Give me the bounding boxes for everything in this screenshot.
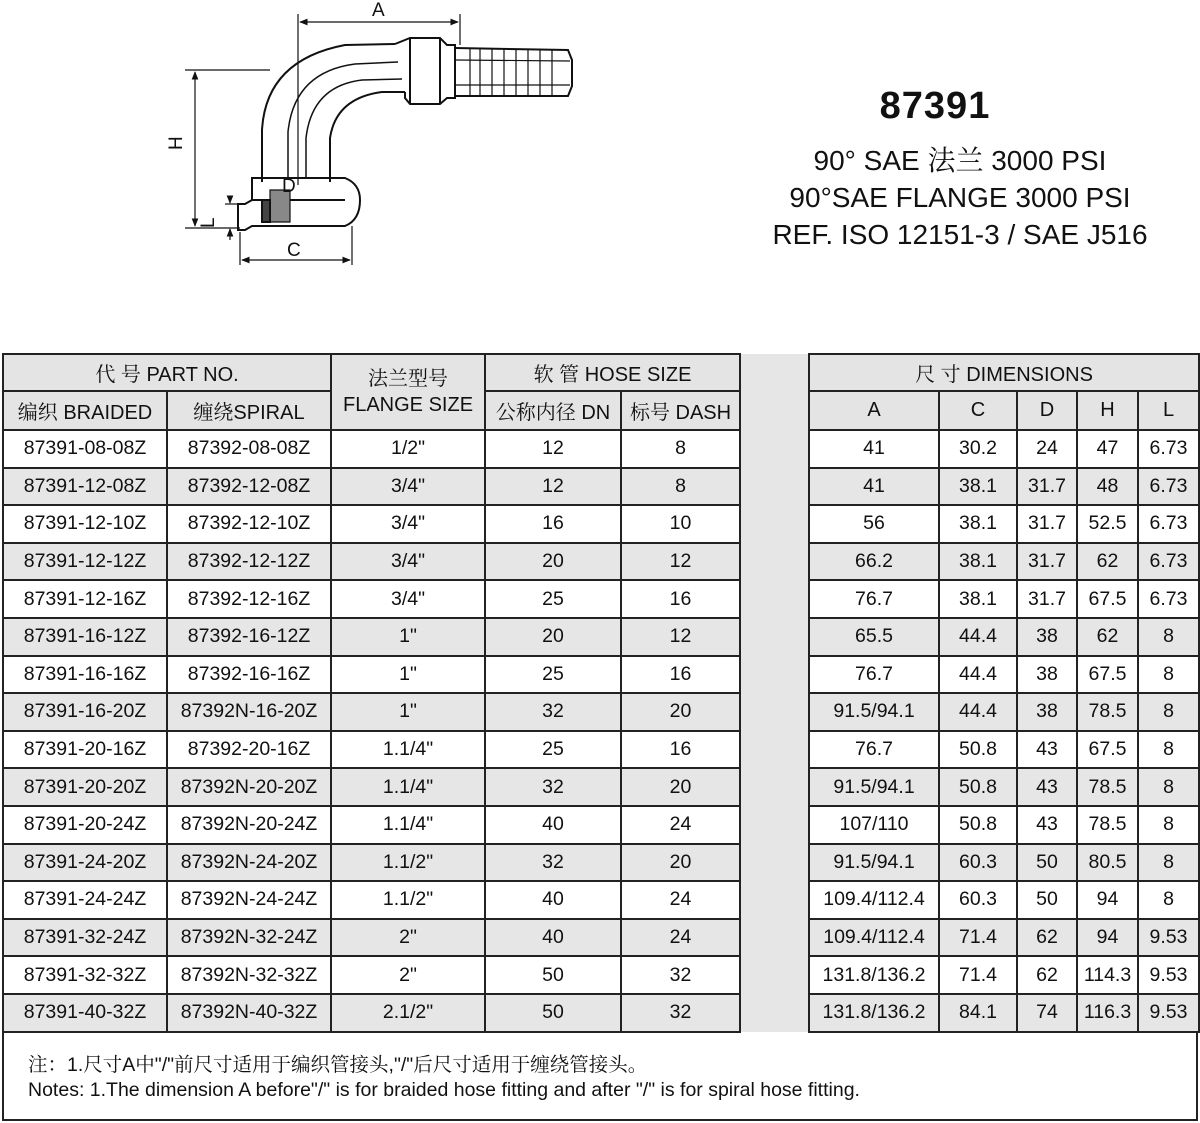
cell-h: 80.5 xyxy=(1077,844,1138,882)
note-chinese: 注：1.尺寸A中"/"前尺寸适用于编织管接头,"/"后尺寸适用于缠绕管接头。 xyxy=(28,1054,648,1076)
cell-c: 44.4 xyxy=(939,693,1017,731)
cell-d: 31.7 xyxy=(1017,468,1077,506)
header-l: L xyxy=(1138,391,1199,430)
cell-gap xyxy=(740,806,809,844)
header-dimensions: 尺 寸 DIMENSIONS xyxy=(809,354,1199,391)
cell-braided: 87391-20-16Z xyxy=(3,731,167,769)
cell-d: 38 xyxy=(1017,618,1077,656)
cell-c: 30.2 xyxy=(939,430,1017,468)
cell-dn: 40 xyxy=(485,919,621,957)
cell-l: 9.53 xyxy=(1138,994,1199,1032)
cell-braided: 87391-40-32Z xyxy=(3,994,167,1032)
cell-dn: 20 xyxy=(485,618,621,656)
cell-a: 109.4/112.4 xyxy=(809,919,939,957)
cell-spiral: 87392N-24-20Z xyxy=(167,844,331,882)
header-spiral: 缠绕SPIRAL xyxy=(167,391,331,430)
cell-a: 76.7 xyxy=(809,656,939,694)
cell-dash: 8 xyxy=(621,430,740,468)
cell-l: 6.73 xyxy=(1138,543,1199,581)
cell-braided: 87391-32-32Z xyxy=(3,956,167,994)
cell-gap xyxy=(740,468,809,506)
cell-dn: 32 xyxy=(485,768,621,806)
cell-spiral: 87392-12-16Z xyxy=(167,580,331,618)
cell-spiral: 87392-12-08Z xyxy=(167,468,331,506)
cell-braided: 87391-16-16Z xyxy=(3,656,167,694)
table-row xyxy=(3,768,1199,806)
cell-flange: 1.1/2" xyxy=(331,844,485,882)
fitting-drawing xyxy=(150,0,600,300)
cell-braided: 87391-24-20Z xyxy=(3,844,167,882)
dimension-a-label: A xyxy=(372,0,385,21)
table-row xyxy=(3,580,1199,618)
cell-a: 41 xyxy=(809,468,939,506)
cell-c: 44.4 xyxy=(939,656,1017,694)
cell-c: 50.8 xyxy=(939,731,1017,769)
cell-gap xyxy=(740,618,809,656)
cell-h: 67.5 xyxy=(1077,580,1138,618)
table-row xyxy=(3,656,1199,694)
note-english: Notes: 1.The dimension A before"/" is for braided hose fitting and after "/" is for spiral hose fitting. xyxy=(28,1079,860,1101)
cell-braided: 87391-20-20Z xyxy=(3,768,167,806)
dimension-a xyxy=(298,14,460,185)
cell-c: 38.1 xyxy=(939,468,1017,506)
cell-braided: 87391-08-08Z xyxy=(3,430,167,468)
cell-a: 76.7 xyxy=(809,580,939,618)
cell-h: 62 xyxy=(1077,543,1138,581)
model-code: 87391 xyxy=(879,85,991,127)
table-row xyxy=(3,806,1199,844)
dimension-d-label: D xyxy=(282,176,296,197)
cell-gap xyxy=(740,994,809,1032)
table-row xyxy=(3,919,1199,957)
cell-spiral: 87392N-20-20Z xyxy=(167,768,331,806)
cell-gap xyxy=(740,768,809,806)
table-row xyxy=(3,693,1199,731)
cell-dash: 12 xyxy=(621,543,740,581)
cell-dash: 10 xyxy=(621,505,740,543)
cell-braided: 87391-12-12Z xyxy=(3,543,167,581)
cell-a: 109.4/112.4 xyxy=(809,881,939,919)
cell-l: 8 xyxy=(1138,806,1199,844)
cell-a: 107/110 xyxy=(809,806,939,844)
table-row xyxy=(3,430,1199,468)
cell-flange: 1" xyxy=(331,693,485,731)
cell-h: 78.5 xyxy=(1077,693,1138,731)
cell-flange: 1" xyxy=(331,656,485,694)
cell-l: 8 xyxy=(1138,881,1199,919)
cell-braided: 87391-24-24Z xyxy=(3,881,167,919)
title-line-ref: REF. ISO 12151-3 / SAE J516 xyxy=(772,219,1148,250)
header-flange-size xyxy=(331,354,485,430)
cell-l: 8 xyxy=(1138,618,1199,656)
cell-l: 8 xyxy=(1138,656,1199,694)
cell-flange: 3/4" xyxy=(331,468,485,506)
header-flange-cn: 法兰型号 xyxy=(368,368,449,390)
header-braided: 编织 BRAIDED xyxy=(3,391,167,430)
cell-spiral: 87392-12-12Z xyxy=(167,543,331,581)
cell-spiral: 87392N-24-24Z xyxy=(167,881,331,919)
cell-flange: 3/4" xyxy=(331,543,485,581)
cell-h: 114.3 xyxy=(1077,956,1138,994)
header-dash: 标号 DASH xyxy=(621,391,740,430)
cell-flange: 1.1/2" xyxy=(331,881,485,919)
table-row xyxy=(3,731,1199,769)
cell-d: 38 xyxy=(1017,656,1077,694)
cell-flange: 1" xyxy=(331,618,485,656)
cell-gap xyxy=(740,731,809,769)
spec-table-body xyxy=(3,430,1199,1032)
cell-gap xyxy=(740,656,809,694)
cell-c: 84.1 xyxy=(939,994,1017,1032)
cell-spiral: 87392N-40-32Z xyxy=(167,994,331,1032)
cell-gap xyxy=(740,919,809,957)
cell-dn: 16 xyxy=(485,505,621,543)
cell-h: 67.5 xyxy=(1077,731,1138,769)
cell-d: 38 xyxy=(1017,693,1077,731)
cell-c: 50.8 xyxy=(939,768,1017,806)
header-hose-size: 软 管 HOSE SIZE xyxy=(485,354,740,391)
header-d: D xyxy=(1017,391,1077,430)
cell-d: 43 xyxy=(1017,806,1077,844)
cell-braided: 87391-16-12Z xyxy=(3,618,167,656)
cell-c: 60.3 xyxy=(939,844,1017,882)
cell-dn: 32 xyxy=(485,693,621,731)
cell-dn: 40 xyxy=(485,806,621,844)
cell-c: 38.1 xyxy=(939,543,1017,581)
cell-d: 24 xyxy=(1017,430,1077,468)
cell-dn: 12 xyxy=(485,468,621,506)
cell-a: 56 xyxy=(809,505,939,543)
header-c: C xyxy=(939,391,1017,430)
cell-l: 8 xyxy=(1138,768,1199,806)
cell-dash: 8 xyxy=(621,468,740,506)
cell-d: 31.7 xyxy=(1017,580,1077,618)
cell-dn: 20 xyxy=(485,543,621,581)
cell-braided: 87391-12-10Z xyxy=(3,505,167,543)
cell-a: 76.7 xyxy=(809,731,939,769)
dimension-h-label: H xyxy=(166,136,187,150)
cell-h: 78.5 xyxy=(1077,806,1138,844)
header-part-no: 代 号 PART NO. xyxy=(3,354,331,391)
cell-dash: 24 xyxy=(621,806,740,844)
cell-dn: 50 xyxy=(485,956,621,994)
cell-dash: 20 xyxy=(621,693,740,731)
title-block xyxy=(640,85,1200,253)
cell-spiral: 87392N-20-24Z xyxy=(167,806,331,844)
cell-dash: 24 xyxy=(621,919,740,957)
cell-flange: 3/4" xyxy=(331,505,485,543)
cell-dash: 32 xyxy=(621,956,740,994)
cell-spiral: 87392-12-10Z xyxy=(167,505,331,543)
cell-gap xyxy=(740,881,809,919)
cell-braided: 87391-32-24Z xyxy=(3,919,167,957)
cell-gap xyxy=(740,693,809,731)
spec-table xyxy=(2,353,1200,1033)
cell-d: 62 xyxy=(1017,956,1077,994)
cell-gap xyxy=(740,430,809,468)
cell-flange: 1.1/4" xyxy=(331,806,485,844)
table-row xyxy=(3,844,1199,882)
header-gap xyxy=(740,354,809,430)
cell-dash: 24 xyxy=(621,881,740,919)
table-row xyxy=(3,994,1199,1032)
cell-a: 91.5/94.1 xyxy=(809,768,939,806)
cell-d: 62 xyxy=(1017,919,1077,957)
cell-h: 94 xyxy=(1077,881,1138,919)
cell-gap xyxy=(740,505,809,543)
cell-flange: 2" xyxy=(331,956,485,994)
cell-c: 71.4 xyxy=(939,956,1017,994)
cell-dash: 20 xyxy=(621,844,740,882)
table-row xyxy=(3,956,1199,994)
cell-d: 31.7 xyxy=(1017,505,1077,543)
cell-l: 6.73 xyxy=(1138,430,1199,468)
cell-l: 9.53 xyxy=(1138,956,1199,994)
cell-l: 6.73 xyxy=(1138,580,1199,618)
table-row xyxy=(3,468,1199,506)
cell-c: 60.3 xyxy=(939,881,1017,919)
cell-a: 91.5/94.1 xyxy=(809,693,939,731)
cell-spiral: 87392-16-12Z xyxy=(167,618,331,656)
cell-a: 65.5 xyxy=(809,618,939,656)
cell-spiral: 87392N-16-20Z xyxy=(167,693,331,731)
cell-flange: 3/4" xyxy=(331,580,485,618)
table-row xyxy=(3,543,1199,581)
cell-l: 8 xyxy=(1138,844,1199,882)
cell-h: 48 xyxy=(1077,468,1138,506)
cell-braided: 87391-16-20Z xyxy=(3,693,167,731)
table-row xyxy=(3,505,1199,543)
cell-a: 131.8/136.2 xyxy=(809,994,939,1032)
cell-l: 9.53 xyxy=(1138,919,1199,957)
cell-a: 91.5/94.1 xyxy=(809,844,939,882)
cell-dn: 25 xyxy=(485,580,621,618)
cell-gap xyxy=(740,580,809,618)
cell-d: 50 xyxy=(1017,881,1077,919)
cell-flange: 1.1/4" xyxy=(331,731,485,769)
cell-dash: 16 xyxy=(621,731,740,769)
cell-h: 78.5 xyxy=(1077,768,1138,806)
cell-gap xyxy=(740,543,809,581)
cell-d: 50 xyxy=(1017,844,1077,882)
cell-c: 44.4 xyxy=(939,618,1017,656)
cell-dash: 16 xyxy=(621,580,740,618)
cell-h: 116.3 xyxy=(1077,994,1138,1032)
cell-h: 47 xyxy=(1077,430,1138,468)
cell-c: 38.1 xyxy=(939,580,1017,618)
header-flange-en: FLANGE SIZE xyxy=(343,394,474,416)
cell-gap xyxy=(740,844,809,882)
cell-h: 67.5 xyxy=(1077,656,1138,694)
title-line-en: 90°SAE FLANGE 3000 PSI xyxy=(789,182,1131,213)
cell-h: 52.5 xyxy=(1077,505,1138,543)
cell-h: 94 xyxy=(1077,919,1138,957)
cell-spiral: 87392N-32-32Z xyxy=(167,956,331,994)
cell-d: 43 xyxy=(1017,731,1077,769)
title-line-cn: 90° SAE 法兰 3000 PSI xyxy=(813,145,1107,176)
cell-a: 131.8/136.2 xyxy=(809,956,939,994)
cell-gap xyxy=(740,956,809,994)
header-a: A xyxy=(809,391,939,430)
cell-l: 6.73 xyxy=(1138,505,1199,543)
cell-spiral: 87392-08-08Z xyxy=(167,430,331,468)
cell-dn: 25 xyxy=(485,731,621,769)
cell-flange: 2.1/2" xyxy=(331,994,485,1032)
dimension-c-label: C xyxy=(287,240,301,261)
cell-d: 43 xyxy=(1017,768,1077,806)
cell-d: 74 xyxy=(1017,994,1077,1032)
cell-a: 41 xyxy=(809,430,939,468)
cell-spiral: 87392-16-16Z xyxy=(167,656,331,694)
cell-c: 71.4 xyxy=(939,919,1017,957)
cell-flange: 2" xyxy=(331,919,485,957)
cell-braided: 87391-12-08Z xyxy=(3,468,167,506)
table-row xyxy=(3,618,1199,656)
cell-l: 6.73 xyxy=(1138,468,1199,506)
cell-spiral: 87392-20-16Z xyxy=(167,731,331,769)
cell-dash: 12 xyxy=(621,618,740,656)
header-h: H xyxy=(1077,391,1138,430)
cell-dn: 25 xyxy=(485,656,621,694)
cell-c: 38.1 xyxy=(939,505,1017,543)
cell-dn: 40 xyxy=(485,881,621,919)
cell-c: 50.8 xyxy=(939,806,1017,844)
header-dn: 公称内径 DN xyxy=(485,391,621,430)
cell-dash: 20 xyxy=(621,768,740,806)
cell-flange: 1/2" xyxy=(331,430,485,468)
fitting-body xyxy=(238,38,572,230)
table-row xyxy=(3,881,1199,919)
cell-dn: 12 xyxy=(485,430,621,468)
cell-flange: 1.1/4" xyxy=(331,768,485,806)
cell-dn: 50 xyxy=(485,994,621,1032)
cell-a: 66.2 xyxy=(809,543,939,581)
cell-h: 62 xyxy=(1077,618,1138,656)
cell-dash: 16 xyxy=(621,656,740,694)
cell-braided: 87391-12-16Z xyxy=(3,580,167,618)
cell-spiral: 87392N-32-24Z xyxy=(167,919,331,957)
notes-box xyxy=(2,1033,1198,1121)
cell-braided: 87391-20-24Z xyxy=(3,806,167,844)
cell-dash: 32 xyxy=(621,994,740,1032)
dimension-l-label: L xyxy=(198,217,219,228)
cell-l: 8 xyxy=(1138,731,1199,769)
cell-l: 8 xyxy=(1138,693,1199,731)
cell-dn: 32 xyxy=(485,844,621,882)
cell-d: 31.7 xyxy=(1017,543,1077,581)
